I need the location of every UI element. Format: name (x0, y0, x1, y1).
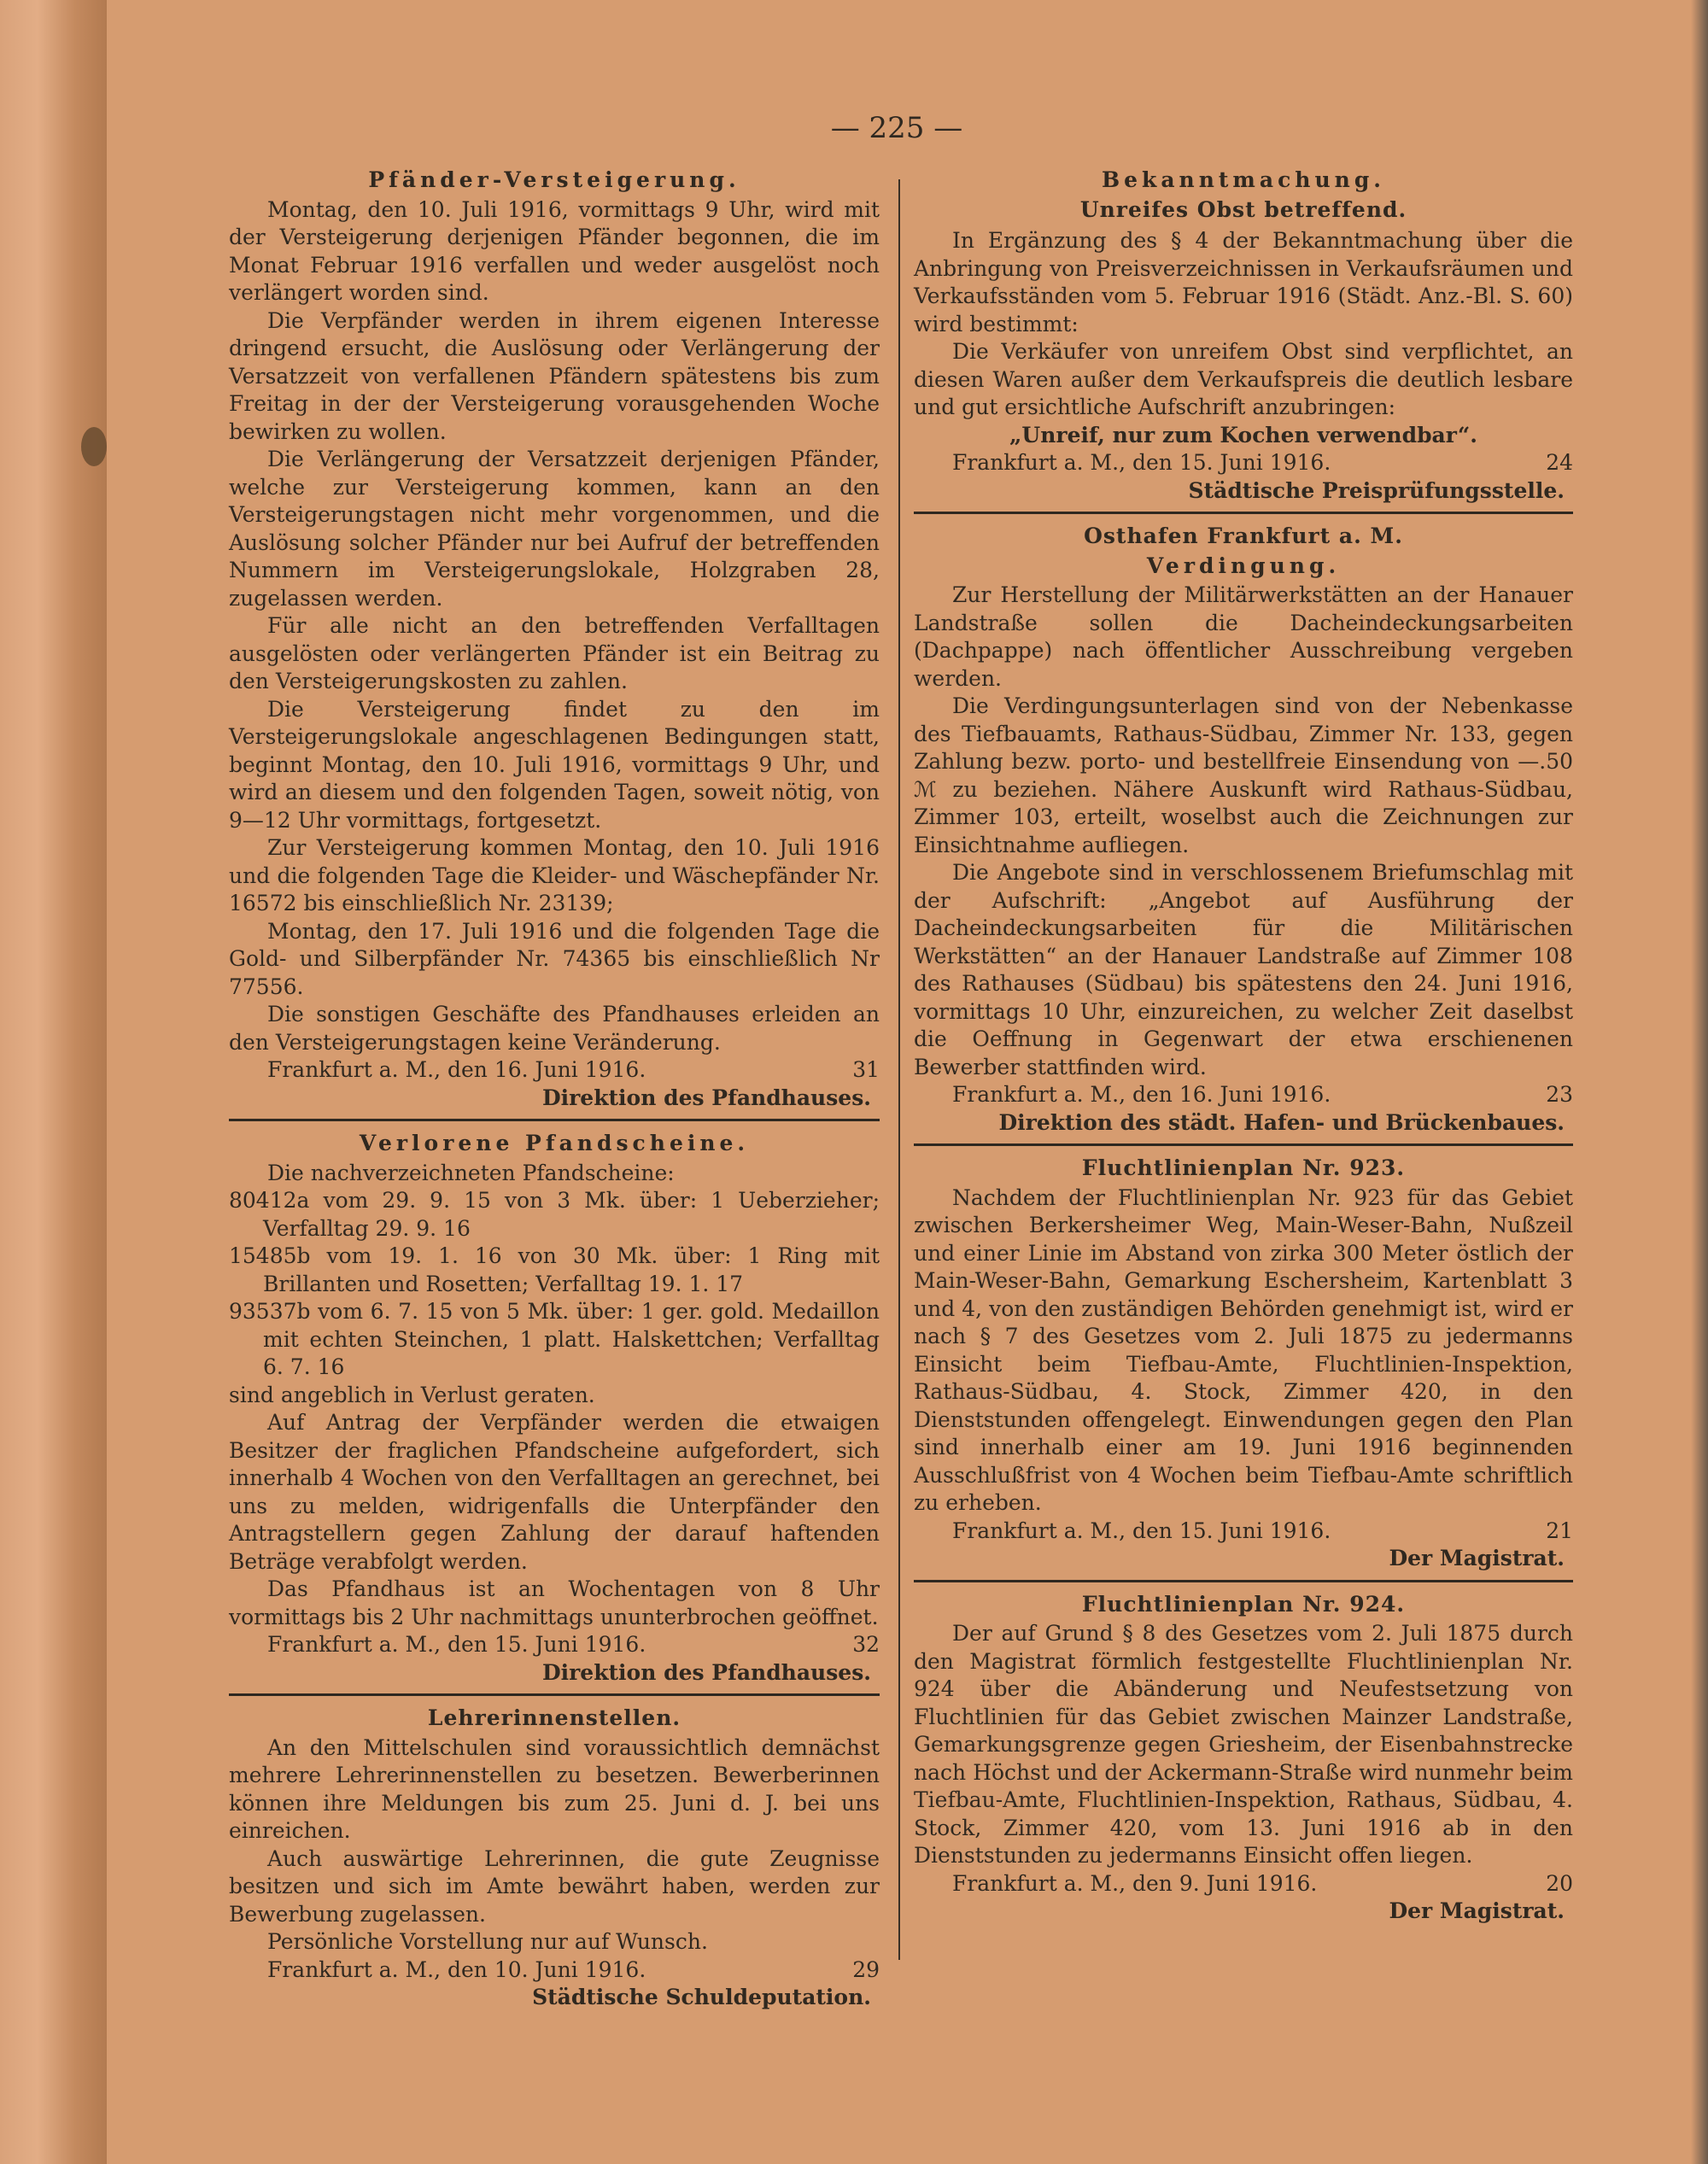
dateline (914, 1870, 1573, 1898)
section-divider (914, 1580, 1573, 1582)
notice-number: 20 (1546, 1870, 1573, 1896)
list-item: 80412a vom 29. 9. 15 von 3 Mk. über: 1 Ueberzieher; Verfalltag 29. 9. 16 (229, 1188, 880, 1241)
paragraph: Montag, den 10. Juli 1916, vormittags 9 Uhr, wird mit der Versteigerung derjenigen Pfänder begonnen, die im Monat Februar 1916 verfallen und weder ausgelöst noch verlängert worden sind. (229, 196, 880, 305)
notice-subtitle: Verdingung. (1146, 553, 1341, 578)
notice-title: Pfänder-Versteigerung. (368, 167, 740, 192)
notice-number: 31 (852, 1057, 880, 1082)
notice-verlorene-pfandscheine (229, 1130, 880, 1687)
dateline (914, 1518, 1573, 1546)
page-edge (1691, 0, 1708, 2164)
paragraph: Montag, den 17. Juli 1916 und die folgenden Tage die Gold- und Silberpfänder Nr. 74365 bis einschließlich Nr 77556. (229, 918, 880, 999)
date: Frankfurt a. M., den 9. Juni 1916. (952, 1870, 1318, 1896)
signature: Direktion des Pfandhauses. (541, 1085, 871, 1110)
quoted-label: „Unreif, nur zum Kochen verwendbar“. (1009, 422, 1477, 447)
date: Frankfurt a. M., den 10. Juni 1916. (267, 1956, 646, 1982)
notice-lehrerinnenstellen (229, 1705, 880, 2012)
left-column (229, 167, 880, 2012)
paragraph: sind angeblich in Verlust geraten. (229, 1382, 595, 1407)
notice-pfaender-versteigerung (229, 167, 880, 1112)
notice-title: Lehrerinnenstellen. (427, 1705, 681, 1730)
paragraph: Die Angebote sind in verschlossenem Briefumschlag mit der Aufschrift: „Angebot auf Ausführung der Dacheindeckungsarbeiten für die Militärischen Werkstätten“ an der Hanauer Landstraße auf Zimmer 108 des Rathauses (Südbau) bis spätestens den 24. Juni 1916, vormittags 10 Uhr, einzureichen, zu welcher Zeit daselbst die Oeffnung in Gegenwart der etwa erschienenen Bewerber stattfinden wird. (914, 860, 1573, 1079)
column-divider (898, 179, 900, 1960)
signature: Städtische Schuldeputation. (532, 1985, 871, 2009)
notice-bekanntmachung (914, 167, 1573, 505)
paragraph: Zur Versteigerung kommen Montag, den 10. Juli 1916 und die folgenden Tage die Kleider- und Wäschepfänder Nr. 16572 bis einschließlich Nr. 23139; (229, 835, 880, 915)
paragraph: Persönliche Vorstellung nur auf Wunsch. (267, 1929, 708, 1954)
binding-hole (81, 427, 107, 466)
page-number: — 225 — (830, 111, 963, 145)
paragraph: Die sonstigen Geschäfte des Pfandhauses erleiden an den Versteigerungstagen keine Veränderung. (229, 1002, 880, 1055)
paragraph: Nachdem der Fluchtlinienplan Nr. 923 für das Gebiet zwischen Berkersheimer Weg, Main-Weser-Bahn, Nußzeil und einer Linie im Abstand von zirka 300 Meter östlich der Main-Weser-Bahn, Gemarkung Eschersheim, Kartenblatt 3 und 4, von den zuständigen Behörden genehmigt ist, wird er nach § 7 des Gesetzes vom 2. Juli 1875 zu jedermanns Einsicht beim Tiefbau-Amte, Fluchtlinien-Inspektion, Rathaus-Südbau, 4. Stock, Zimmer 420, in den Dienststunden offengelegt. Einwendungen gegen den Plan sind innerhalb einer am 19. Juni 1916 beginnenden Ausschlußfrist von 4 Wochen beim Tiefbau-Amte schriftlich zu erheben. (914, 1184, 1573, 1515)
paragraph: Die nachverzeichneten Pfandscheine: (267, 1160, 675, 1185)
notice-fluchtlinienplan-923 (914, 1155, 1573, 1573)
notice-number: 29 (852, 1956, 880, 1982)
notice-number: 24 (1546, 450, 1573, 475)
paragraph: Die Verlängerung der Versatzzeit derjenigen Pfänder, welche zur Versteigerung kommen, kann an den Versteigerungstagen nicht mehr vorgenommen, und die Auslösung solcher Pfänder nur bei Aufruf der betreffenden Nummern im Versteigerungslokale, Holzgraben 28, zugelassen werden. (229, 447, 880, 611)
dateline (229, 1056, 880, 1085)
notice-fluchtlinienplan-924 (914, 1591, 1573, 1926)
paragraph: Die Verkäufer von unreifem Obst sind verpflichtet, an diesen Waren außer dem Verkaufspreis die deutlich lesbare und gut ersichtliche Aufschrift anzubringen: (914, 339, 1573, 419)
section-divider (914, 1143, 1573, 1146)
notice-title: Bekanntmachung. (1101, 167, 1386, 192)
section-divider (229, 1693, 880, 1696)
right-column (914, 167, 1573, 1926)
paragraph: Die Verdingungsunterlagen sind von der Nebenkasse des Tiefbauamts, Rathaus-Südbau, Zimmer Nr. 133, gegen Zahlung bezw. porto- und bestellfreie Einsendung von —.50 ℳ zu beziehen. Nähere Auskunft wird Rathaus-Südbau, Zimmer 103, erteilt, woselbst auch die Zeichnungen zur Einsichtnahme aufliegen. (914, 693, 1573, 857)
paragraph: In Ergänzung des § 4 der Bekanntmachung über die Anbringung von Preisverzeichnissen in Verkaufsräumen und Verkaufsständen vom 5. Februar 1916 (Städt. Anz.-Bl. S. 60) wird bestimmt: (914, 228, 1573, 336)
notice-title: Fluchtlinienplan Nr. 924. (1081, 1591, 1406, 1617)
paragraph: Das Pfandhaus ist an Wochentagen von 8 Uhr vormittags bis 2 Uhr nachmittags ununterbrochen geöffnet. (229, 1576, 880, 1629)
notice-subtitle: Unreifes Obst betreffend. (1079, 196, 1407, 222)
date: Frankfurt a. M., den 16. Juni 1916. (952, 1082, 1331, 1107)
date: Frankfurt a. M., den 15. Juni 1916. (952, 1518, 1331, 1543)
dateline (229, 1956, 880, 1985)
paragraph: Die Verpfänder werden in ihrem eigenen Interesse dringend ersucht, die Auslösung oder Verlängerung der Versatzzeit von verfallenen Pfändern spätestens bis zum Freitag in der der Versteigerung vorausgehenden Woche bewirken zu wollen. (229, 307, 880, 444)
paragraph: Für alle nicht an den betreffenden Verfalltagen ausgelösten oder verlängerten Pfänder ist ein Beitrag zu den Versteigerungskosten zu zahlen. (229, 613, 880, 693)
signature: Direktion des Pfandhauses. (541, 1659, 871, 1685)
list-item: 15485b vom 19. 1. 16 von 30 Mk. über: 1 Ring mit Brillanten und Rosetten; Verfalltag 19. 1. 17 (229, 1243, 880, 1296)
section-divider (914, 512, 1573, 514)
date: Frankfurt a. M., den 15. Juni 1916. (267, 1632, 646, 1657)
notice-number: 32 (852, 1632, 880, 1657)
signature: Direktion des städt. Hafen- und Brückenbaues. (998, 1109, 1565, 1135)
date: Frankfurt a. M., den 16. Juni 1916. (267, 1057, 646, 1082)
notice-title: Osthafen Frankfurt a. M. (1084, 523, 1403, 548)
signature: Der Magistrat. (1389, 1898, 1565, 1923)
dateline (229, 1631, 880, 1659)
signature: Städtische Preisprüfungsstelle. (1188, 477, 1565, 503)
notice-title: Fluchtlinienplan Nr. 923. (1081, 1155, 1406, 1180)
paragraph: Zur Herstellung der Militärwerkstätten an der Hanauer Landstraße sollen die Dacheindeckungsarbeiten (Dachpappe) nach öffentlicher Ausschreibung vergeben werden. (914, 582, 1573, 691)
dateline (914, 1081, 1573, 1109)
notice-title: Verlorene Pfandscheine. (359, 1131, 750, 1155)
paragraph: Auf Antrag der Verpfänder werden die etwaigen Besitzer der fraglichen Pfandscheine aufgefordert, sich innerhalb 4 Wochen von den Verfalltagen an gerechnet, bei uns zu melden, widrigenfalls die Unterpfänder den Antragstellern gegen Zahlung der darauf haftenden Beträge verabfolgt werden. (229, 1410, 880, 1574)
paragraph: An den Mittelschulen sind voraussichtlich demnächst mehrere Lehrerinnenstellen zu besetzen. Bewerberinnen können ihre Meldungen bis zum 25. Juni d. J. bei uns einreichen. (229, 1734, 880, 1843)
date: Frankfurt a. M., den 15. Juni 1916. (952, 450, 1331, 475)
list-item: 93537b vom 6. 7. 15 von 5 Mk. über: 1 ger. gold. Medaillon mit echten Steinchen, 1 platt. Halskettchen; Verfalltag 6. 7. 16 (229, 1299, 880, 1379)
notice-number: 23 (1546, 1082, 1573, 1107)
book-spine (0, 0, 107, 2164)
paragraph: Der auf Grund § 8 des Gesetzes vom 2. Juli 1875 durch den Magistrat förmlich festgestellte Fluchtlinienplan Nr. 924 über die Abänderung und Neufestsetzung von Fluchtlinien für das Gebiet zwischen Mainzer Landstraße, Gemarkungsgrenze gegen Griesheim, der Eisenbahnstrecke nach Höchst und der Ackermann-Straße wird nunmehr beim Tiefbau-Amte, Fluchtlinien-Inspektion, Rathaus, Südbau, 4. Stock, Zimmer 420, vom 13. Juni 1916 ab in den Dienststunden zu jedermanns Einsicht offen liegen. (914, 1621, 1573, 1868)
paragraph: Die Versteigerung findet zu den im Versteigerungslokale angeschlagenen Bedingungen statt, beginnt Montag, den 10. Juli 1916, vormittags 9 Uhr, und wird an diesem und den folgenden Tagen, soweit nötig, von 9—12 Uhr vormittags, fortgesetzt. (229, 696, 880, 833)
notice-osthafen-verdingung (914, 523, 1573, 1137)
notice-number: 21 (1546, 1518, 1573, 1543)
paragraph: Auch auswärtige Lehrerinnen, die gute Zeugnisse besitzen und sich im Amte bewährt haben, werden zur Bewerbung zugelassen. (229, 1845, 880, 1927)
dateline (914, 449, 1573, 477)
signature: Der Magistrat. (1389, 1546, 1565, 1570)
section-divider (229, 1119, 880, 1121)
